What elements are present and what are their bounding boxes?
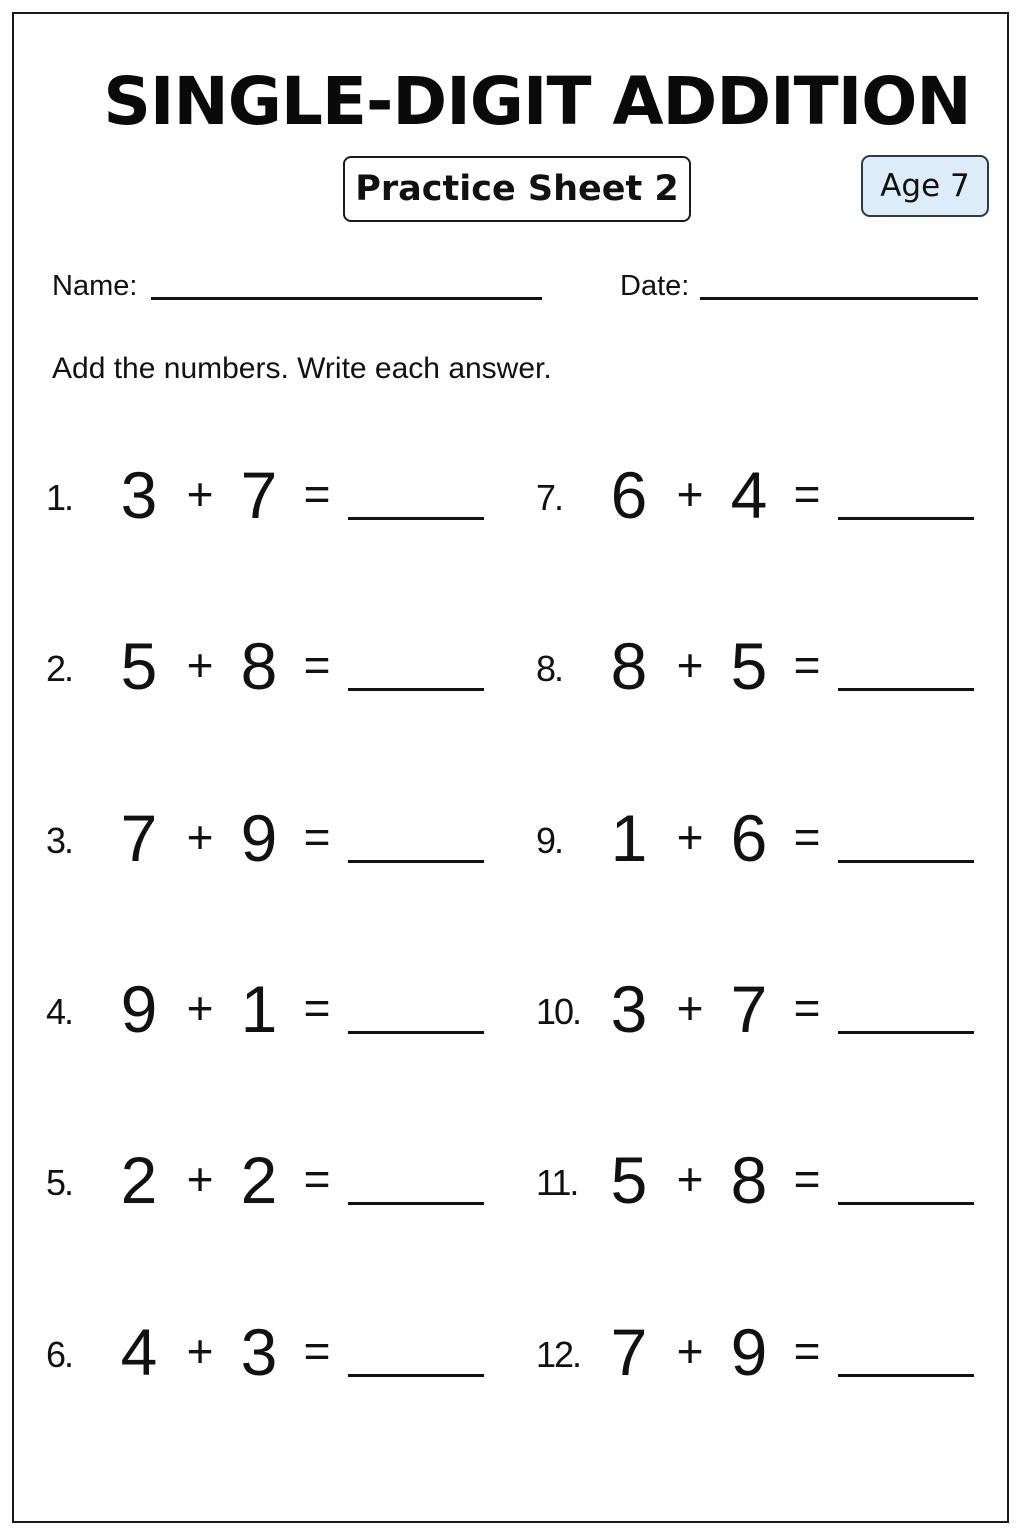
answer-blank[interactable]	[348, 1031, 484, 1034]
addend-a: 2	[120, 1143, 158, 1217]
addend-a: 3	[610, 972, 648, 1046]
answer-blank[interactable]	[838, 1202, 974, 1205]
age-badge	[861, 155, 989, 217]
plus-sign: +	[186, 811, 214, 863]
problem-number: 12.	[536, 1334, 581, 1375]
plus-sign: +	[186, 1153, 214, 1205]
equals-sign: =	[303, 982, 331, 1034]
addend-a: 1	[610, 801, 648, 875]
addend-a: 4	[120, 1315, 158, 1389]
page-title: SINGLE-DIGIT ADDITION	[103, 63, 971, 140]
answer-blank[interactable]	[838, 860, 974, 863]
plus-sign: +	[186, 1325, 214, 1377]
practice-sheet-text: Practice Sheet 2	[355, 169, 679, 209]
problem-number: 11.	[536, 1162, 578, 1203]
answer-blank[interactable]	[838, 688, 974, 691]
problem-number: 6.	[46, 1334, 73, 1375]
addend-b: 7	[240, 458, 278, 532]
problem-number: 2.	[46, 648, 73, 689]
addend-b: 2	[240, 1143, 278, 1217]
plus-sign: +	[676, 982, 704, 1034]
equals-sign: =	[793, 1153, 821, 1205]
plus-sign: +	[676, 1153, 704, 1205]
equals-sign: =	[793, 982, 821, 1034]
answer-blank[interactable]	[348, 1374, 484, 1377]
problem-number: 1.	[46, 477, 73, 518]
equals-sign: =	[303, 1325, 331, 1377]
addend-b: 1	[240, 972, 278, 1046]
problem-number: 8.	[536, 648, 563, 689]
equals-sign: =	[793, 468, 821, 520]
addend-a: 5	[120, 629, 158, 703]
addend-b: 8	[240, 629, 278, 703]
answer-blank[interactable]	[348, 517, 484, 520]
equals-sign: =	[303, 639, 331, 691]
name-field-line[interactable]	[151, 297, 542, 300]
plus-sign: +	[676, 639, 704, 691]
addend-b: 6	[730, 801, 768, 875]
equals-sign: =	[793, 1325, 821, 1377]
answer-blank[interactable]	[838, 1031, 974, 1034]
problem-number: 4.	[46, 991, 73, 1032]
equals-sign: =	[303, 811, 331, 863]
addend-b: 5	[730, 629, 768, 703]
answer-blank[interactable]	[348, 688, 484, 691]
addend-a: 3	[120, 458, 158, 532]
addend-b: 3	[240, 1315, 278, 1389]
problem-number: 3.	[46, 820, 73, 861]
answer-blank[interactable]	[838, 517, 974, 520]
answer-blank[interactable]	[348, 1202, 484, 1205]
problem-number: 10.	[536, 991, 581, 1032]
problem-number: 7.	[536, 477, 563, 518]
date-field-line[interactable]	[700, 297, 978, 300]
instructions-text: Add the numbers. Write each answer.	[52, 352, 552, 385]
addend-a: 6	[610, 458, 648, 532]
problem-number: 5.	[46, 1162, 73, 1203]
equals-sign: =	[793, 811, 821, 863]
age-badge-text: Age 7	[880, 168, 970, 204]
plus-sign: +	[186, 982, 214, 1034]
addend-b: 7	[730, 972, 768, 1046]
name-label: Name:	[52, 270, 138, 302]
practice-sheet-label	[343, 156, 691, 222]
worksheet-border	[12, 12, 1009, 1523]
problem-number: 9.	[536, 820, 563, 861]
plus-sign: +	[676, 1325, 704, 1377]
addend-a: 9	[120, 972, 158, 1046]
addend-a: 8	[610, 629, 648, 703]
addend-b: 9	[240, 801, 278, 875]
plus-sign: +	[186, 468, 214, 520]
date-label: Date:	[620, 270, 690, 302]
equals-sign: =	[793, 639, 821, 691]
addend-b: 4	[730, 458, 768, 532]
plus-sign: +	[676, 468, 704, 520]
plus-sign: +	[676, 811, 704, 863]
answer-blank[interactable]	[348, 860, 484, 863]
answer-blank[interactable]	[838, 1374, 974, 1377]
addend-b: 8	[730, 1143, 768, 1217]
plus-sign: +	[186, 639, 214, 691]
addend-a: 7	[120, 801, 158, 875]
addend-a: 5	[610, 1143, 648, 1217]
equals-sign: =	[303, 468, 331, 520]
addend-b: 9	[730, 1315, 768, 1389]
addend-a: 7	[610, 1315, 648, 1389]
equals-sign: =	[303, 1153, 331, 1205]
